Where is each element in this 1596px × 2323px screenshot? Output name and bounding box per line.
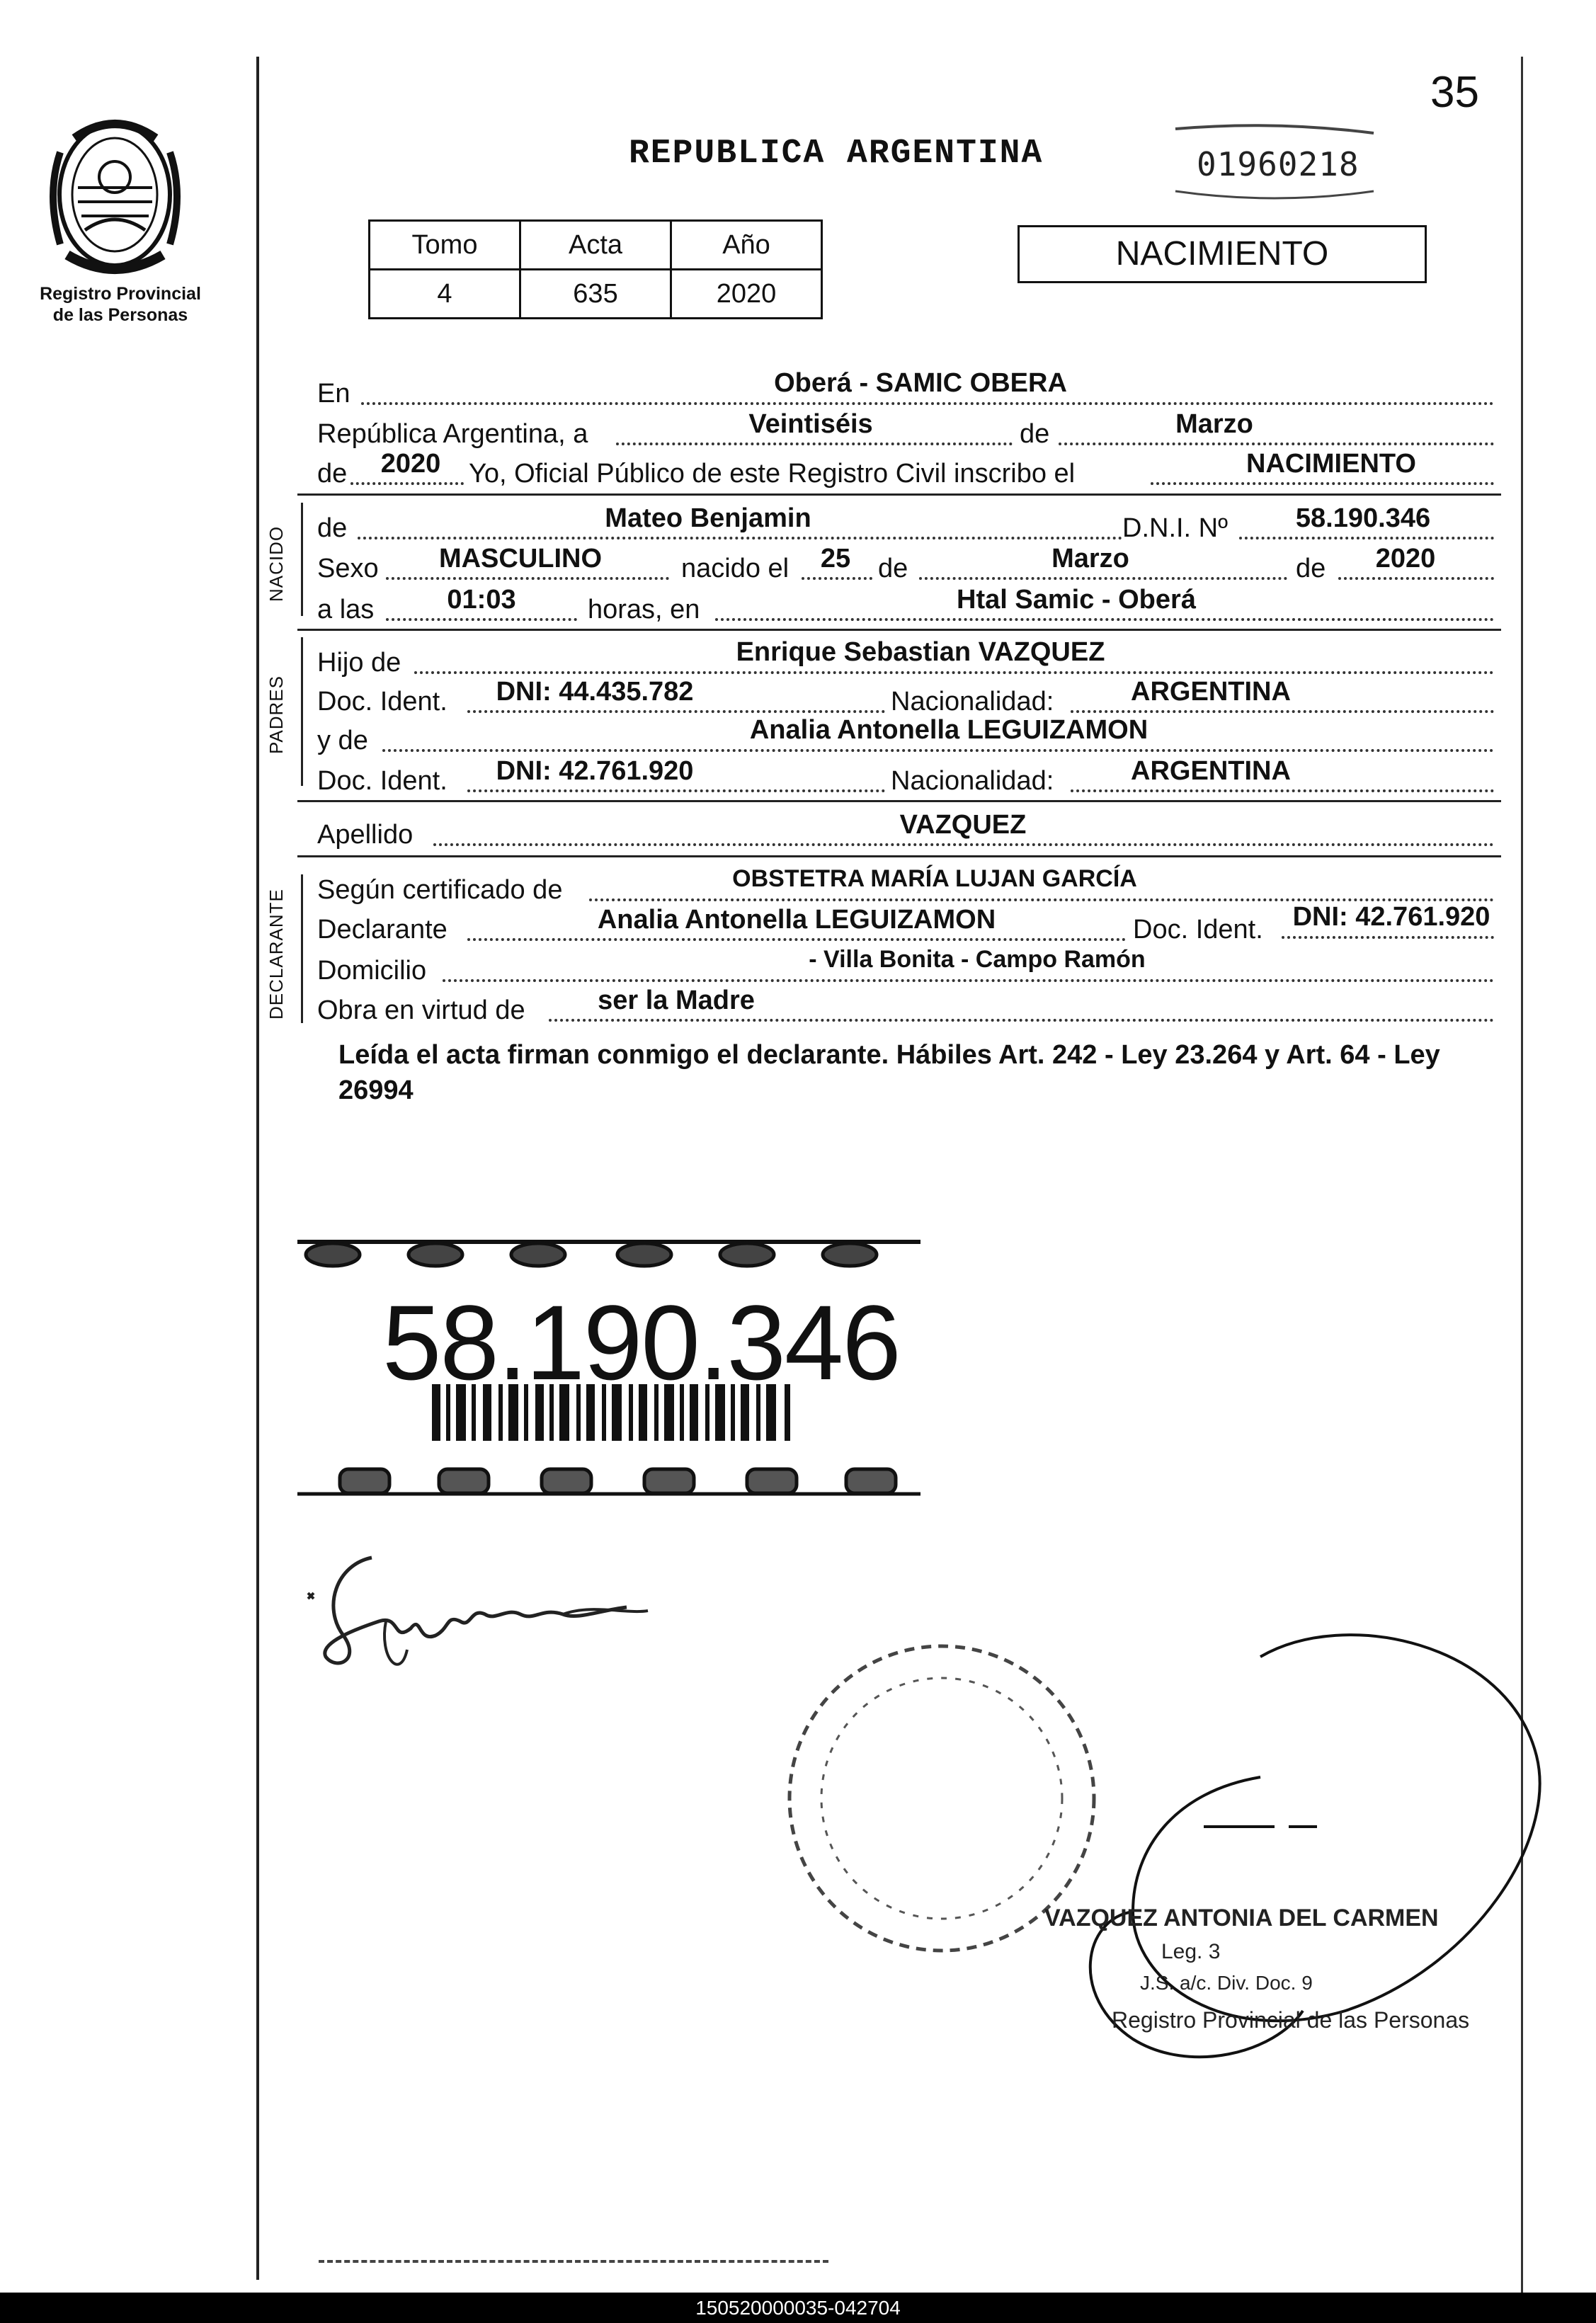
capacity-value: ser la Madre <box>598 986 755 1015</box>
value-acta: 635 <box>520 270 671 319</box>
header-tomo: Tomo <box>370 221 520 270</box>
label-horas-en: horas, en <box>588 595 700 624</box>
birth-time-value: 01:03 <box>447 585 516 615</box>
dots <box>443 979 1494 982</box>
label-doc-ident: Doc. Ident. <box>1133 915 1263 944</box>
value-anio: 2020 <box>671 270 822 319</box>
section-bar-padres <box>301 637 303 786</box>
dots <box>549 1019 1494 1022</box>
label-doc-ident: Doc. Ident. <box>317 766 448 796</box>
declarant-signature <box>294 1543 662 1685</box>
label-hijo-de: Hijo de <box>317 648 401 678</box>
label-de: de <box>1296 554 1326 583</box>
reading-note: Leída el acta firman conmigo el declarante. Hábiles Art. 242 - Ley 23.264 y Art. 64 - Ley 26994 <box>338 1040 1440 1105</box>
label-nacionalidad: Nacionalidad: <box>891 687 1054 717</box>
dots <box>467 710 885 713</box>
label-de: de <box>878 554 908 583</box>
bottom-dash-marks <box>319 2260 828 2263</box>
seal-line-4: Registro Provincial de las Personas <box>1112 2007 1470 2033</box>
dots <box>433 843 1494 846</box>
section-bar-declarante <box>301 874 303 1023</box>
name-value: Mateo Benjamin <box>605 503 811 533</box>
sex-value: MASCULINO <box>438 544 603 573</box>
dots <box>616 443 1013 445</box>
province-crest-icon <box>39 110 191 287</box>
label-en: En <box>317 379 350 409</box>
record-table-header <box>370 221 822 270</box>
dots <box>1338 577 1494 580</box>
sticker-bottom-pattern <box>297 1469 920 1494</box>
separator <box>297 629 1501 631</box>
dots <box>1071 789 1494 792</box>
dots <box>802 577 872 580</box>
dots <box>1239 537 1494 540</box>
mother-nationality-value: ARGENTINA <box>1131 756 1291 786</box>
label-oficial: Yo, Oficial Público de este Registro Civil inscribo el <box>469 459 1076 489</box>
dots <box>414 671 1494 674</box>
page-number: 35 <box>1430 68 1479 117</box>
certificate-value: OBSTETRA MARÍA LUJAN GARCÍA <box>732 865 1137 892</box>
birth-year-value: 2020 <box>1375 544 1436 573</box>
dots <box>467 789 885 792</box>
seal-line-3: J.S. a/c. Div. Doc. 9 <box>1140 1972 1313 1994</box>
year-value: 2020 <box>380 449 441 479</box>
record-table <box>368 219 823 319</box>
dots <box>386 618 577 621</box>
dots <box>386 577 669 580</box>
father-name-value: Enrique Sebastian VAZQUEZ <box>736 637 1105 667</box>
sticker-top-pattern <box>297 1242 920 1266</box>
label-nacionalidad: Nacionalidad: <box>891 766 1054 796</box>
surname-value: VAZQUEZ <box>899 810 1027 840</box>
birth-day-value: 25 <box>820 544 851 573</box>
dots <box>358 537 1122 540</box>
father-nationality-value: ARGENTINA <box>1131 677 1291 707</box>
label-de: de <box>317 459 348 489</box>
document-title: REPUBLICA ARGENTINA <box>629 135 1044 173</box>
label-doc-ident: Doc. Ident. <box>317 687 448 717</box>
dots <box>382 749 1494 752</box>
value-tomo: 4 <box>370 270 520 319</box>
father-doc-value: DNI: 44.435.782 <box>496 677 694 707</box>
dots <box>467 938 1126 941</box>
address-value: - Villa Bonita - Campo Ramón <box>809 946 1146 973</box>
record-table-values <box>370 270 822 319</box>
dots <box>1071 710 1494 713</box>
separator <box>297 493 1501 496</box>
place-value: Oberá - SAMIC OBERA <box>774 368 1067 398</box>
birth-place-value: Htal Samic - Oberá <box>957 585 1196 615</box>
mother-name-value: Analia Antonella LEGUIZAMON <box>749 715 1148 745</box>
record-type-box: NACIMIENTO <box>1018 225 1427 283</box>
label-nacido-el: nacido el <box>681 554 790 583</box>
separator <box>297 855 1501 857</box>
dots <box>589 898 1494 901</box>
label-a-las: a las <box>317 595 375 624</box>
seal-line-2: Leg. 3 <box>1161 1940 1221 1963</box>
label-apellido: Apellido <box>317 820 414 850</box>
label-domicilio: Domicilio <box>317 956 427 986</box>
section-nacido: NACIDO <box>266 525 287 602</box>
label-declarante: Declarante <box>317 915 448 944</box>
header-anio: Año <box>671 221 822 270</box>
dots <box>715 618 1494 621</box>
label-obra-en-virtud: Obra en virtud de <box>317 995 525 1025</box>
header-acta: Acta <box>520 221 671 270</box>
declarant-doc-value: DNI: 42.761.920 <box>1292 902 1490 932</box>
section-padres: PADRES <box>266 675 287 754</box>
label-de: de <box>317 513 348 543</box>
dots <box>350 482 464 485</box>
footer-code: 150520000035-042704 <box>695 2297 901 2319</box>
dots <box>1059 443 1494 445</box>
month-value: Marzo <box>1175 409 1253 439</box>
dni-value: 58.190.346 <box>1295 503 1431 533</box>
dots <box>1151 482 1494 485</box>
section-declarante: DECLARANTE <box>266 889 287 1020</box>
separator <box>297 800 1501 802</box>
seal-official-name: VAZQUEZ ANTONIA DEL CARMEN <box>1044 1905 1439 1931</box>
section-bar-nacido <box>301 503 303 616</box>
birth-month-value: Marzo <box>1051 544 1129 573</box>
label-de: de <box>1020 419 1050 449</box>
label-dni: D.N.I. Nº <box>1122 513 1228 543</box>
day-text-value: Veintiséis <box>748 409 873 439</box>
registry-name: Registro Provincial de las Personas <box>40 284 201 325</box>
declarant-name-value: Analia Antonella LEGUIZAMON <box>597 905 996 935</box>
left-margin-line <box>256 57 259 2280</box>
serial-number: 01960218 <box>1197 145 1360 183</box>
label-sexo: Sexo <box>317 554 379 583</box>
sticker-dni-number: 58.190.346 <box>382 1283 900 1402</box>
mother-doc-value: DNI: 42.761.920 <box>496 756 694 786</box>
label-republica: República Argentina, a <box>317 419 588 449</box>
label-segun-certificado: Según certificado de <box>317 875 563 905</box>
dots <box>1282 936 1494 939</box>
label-y-de: y de <box>317 726 368 755</box>
dots <box>919 577 1287 580</box>
dots <box>361 402 1494 405</box>
act-type-value: NACIMIENTO <box>1246 449 1416 479</box>
official-seal <box>765 1614 1565 2124</box>
